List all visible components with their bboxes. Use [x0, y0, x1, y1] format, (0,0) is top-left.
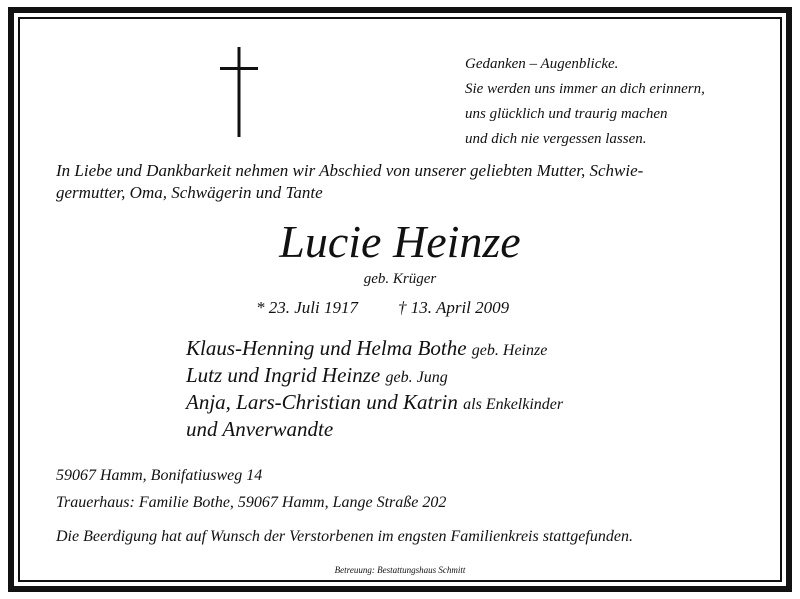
address: 59067 Hamm, Bonifatiusweg 14	[56, 467, 263, 484]
poem-line: und dich nie vergessen lassen.	[465, 131, 647, 147]
family-entry	[186, 417, 563, 442]
family-note: geb. Jung	[385, 369, 448, 386]
intro-text	[56, 160, 756, 204]
family-note: geb. Heinze	[471, 342, 548, 359]
poem-line: Sie werden uns immer an dich erinnern,	[465, 81, 705, 97]
family-entry	[186, 336, 563, 363]
mourning-house: Trauerhaus: Familie Bothe, 59067 Hamm, Lange Straße 202	[56, 494, 447, 511]
family-names: Lutz und Ingrid Heinze	[186, 363, 381, 387]
intro-line: germutter, Oma, Schwägerin und Tante	[56, 183, 323, 202]
funeral-note: Die Beerdigung hat auf Wunsch der Verstorbenen im engsten Familienkreis stattgefunden.	[56, 528, 633, 545]
death-date: † 13. April 2009	[398, 298, 510, 317]
family-names: Anja, Lars-Christian und Katrin	[186, 390, 458, 414]
family-note: als Enkelkinder	[463, 396, 564, 413]
family-entry	[186, 363, 563, 390]
birth-date: * 23. Juli 1917	[256, 298, 358, 317]
poem-line: uns glücklich und traurig machen	[465, 106, 668, 122]
poem	[465, 52, 705, 152]
maiden-name: geb. Krüger	[363, 271, 437, 287]
life-dates	[256, 298, 509, 318]
footer-credit: Betreuung: Bestattungshaus Schmitt	[334, 565, 466, 575]
family-names: und Anverwandte	[186, 417, 334, 441]
deceased-name: Lucie Heinze	[279, 216, 521, 267]
family-list	[186, 336, 563, 442]
cross-icon	[220, 47, 258, 137]
family-entry	[186, 390, 563, 417]
intro-line: In Liebe und Dankbarkeit nehmen wir Abschied von unserer geliebten Mutter, Schwie-	[56, 161, 644, 180]
family-names: Klaus-Henning und Helma Bothe	[186, 336, 467, 360]
poem-line: Gedanken – Augenblicke.	[465, 56, 619, 72]
